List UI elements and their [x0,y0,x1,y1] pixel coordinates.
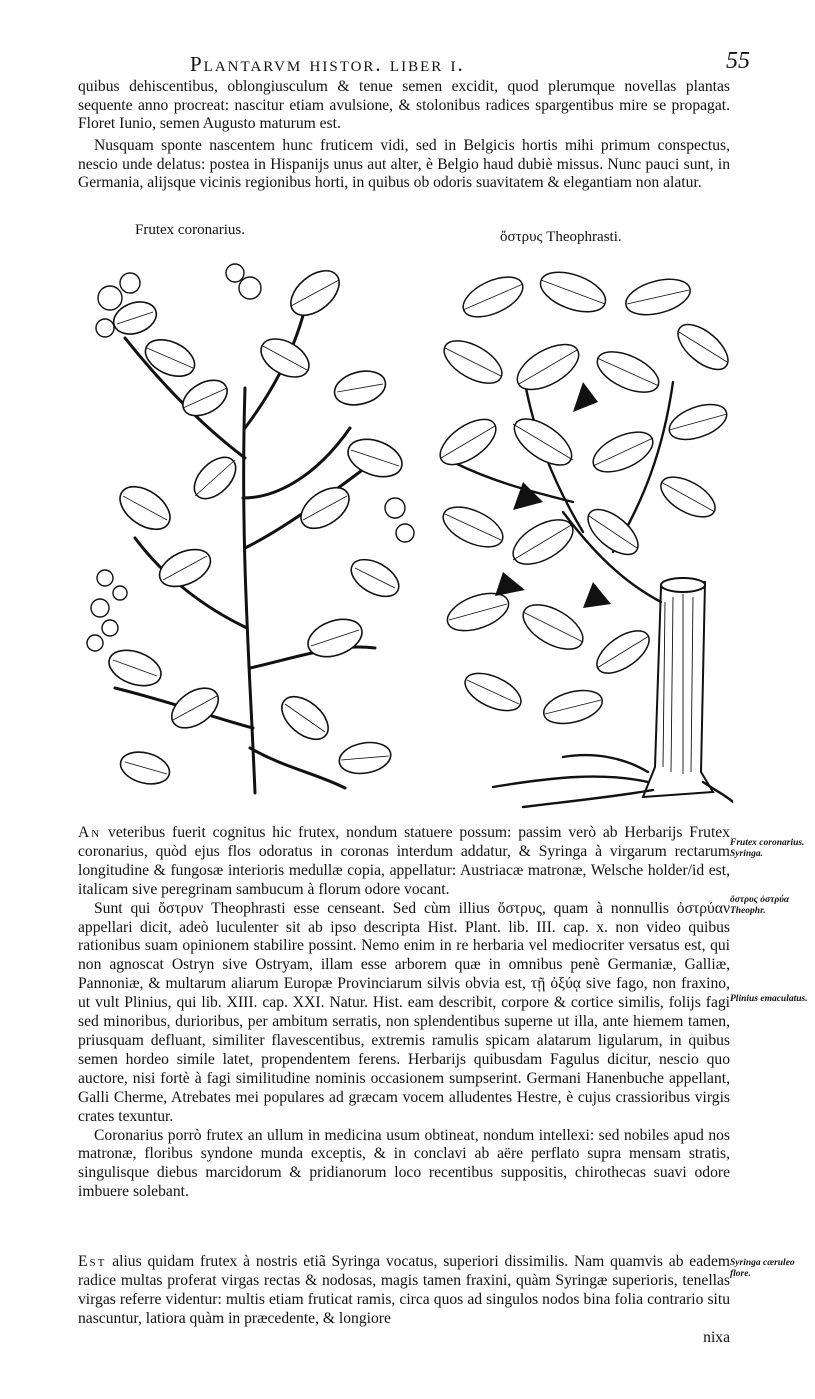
paragraph-an-veteribus [78,824,730,900]
margin-note-frutex: Frutex coronarius. Syringa. [730,838,805,859]
running-title: Plantarvm histor. liber i. [190,52,465,76]
ostrys-woodcut [433,252,733,812]
margin-note-plinius: Plinius emaculatus. [730,994,808,1004]
intro-text-2: Nusquam sponte nascentem hunc fruticem vidi, sed in Belgicis hortis mihi primum conspectus, nescio unde delatus: postea in Hispanijs unus aut alter, è Belgio haud dubiè missus. Nunc pauci sunt, in Germania, alijsque vicinis regionibus horti, in quibus ob odoris suavitatem & elegantiam non alatur. [78,137,730,192]
ostrys-drawing [433,252,733,812]
margin-note-syringa: Syringa cæruleo flore. [730,1258,795,1279]
paragraph-est-alius [78,1253,730,1329]
paragraph-sunt-qui: Sunt qui ὄστρυν Theophrasti esse censeant. Sed cùm illius ὄστρυς, quam à nonnullis ὀστρύαν appellari dicit, adeò luculenter sit ab ipso descripta Hist. Plant. lib. III. cap. x. non video quibus rationibus suam opinionem stabilire possint. Nemo enim in re herbaria vel mediocriter versatus est, qui non agnoscat Ostryn sive Ostryam, illam esse arborem quæ in omnibus penè Germaniæ, Galliæ, Pannoniæ, & multarum aliarum Europæ Provinciarum silvis obvia est, τῇ ὀξύᾳ sive fago, non fraxino, ut vult Plinius, qui lib. XIII. cap. XXI. Natur. Hist. eam describit, corpore & cortice similis, folijs fagi sed minoribus, durioribus, per ambitum serratis, non splendentibus superne ut illa, ante hiemem tamen, priusquam defluant, similiter flavescentibus, extremis ramulis spicam alatarum ligularum, in quibus semen hordeo simile latet, propendentem ferens. Herbarijs quibusdam Fagulus dicitur, nescio quo auctore, nisi fortè à fagi similitudine nominis occasionem sumpserint. Germani Hanenbuche appellant, Galli Cherme, Atrebates mei populares ad græcam vocem alludentes Hestre, è cujus crassioribus virgis crates texuntur. [78,899,730,1125]
frutex-coronarius-drawing [75,248,420,808]
intro-paragraph-2 [78,137,730,193]
initial-word-est: Est [78,1253,107,1270]
page-number: 55 [726,48,750,74]
body-text-block [78,824,730,1202]
intro-text-1: quibus dehiscentibus, oblongiusculum & tenue semen excidit, quod plerumque novellas plantas sequente anno procreat: nascitur etiam avulsione, & stolonibus radices spargentibus mire se propagat. Floret Iunio, semen Augusto maturum est. [78,78,730,133]
initial-word-an: An [78,824,102,841]
frutex-coronarius-woodcut [75,248,420,808]
body-text-block-2 [78,1253,730,1348]
catchword: nixa [703,1328,730,1346]
paragraph-est-alius-text: alius quidam frutex à nostris etiã Syringa vocatus, superiori dissimilis. Nam quamvis ab eadem radice multas proferat virgas rectas & nodosas, magis tamen fraxini, quàm Syringæ superioris, tenellas virgas referre videntur: multis etiam fruticat ramis, circa quos ad singulos nodos bina folia contrario situ nascuntur, latiora quàm in præcedente, & longiore [78,1253,730,1327]
intro-paragraph-1 [78,78,730,134]
right-figure-caption: ὄστρυς Theophrasti. [500,229,622,245]
left-figure-caption: Frutex coronarius. [135,222,245,238]
margin-note-ostrys: ὄστρυς ὀστρύα Theophr. [730,895,790,916]
paragraph-an-veteribus-text: veteribus fuerit cognitus hic frutex, nondum statuere possum: passim verò ab Herbarijs Frutex coronarius, quòd ejus flos odoratus in coronas interdum addatur, & Syringa à virgarum rectarum longitudine & fungosæ interioris medullæ copia, appellatur: Austriacæ matronæ, Welsche holder/id est, italicam sive peregrinam sambucum à florum odore vocant. [78,824,730,898]
paragraph-coronarius: Coronarius porrò frutex an ullum in medicina usum obtineat, nondum intellexi: sed nobiles apud nos matronæ, floribus syndone munda exceptis, & in conclavi ab aëre perflato supra mensam stratis, singulisque diebus marcidorum & pridianorum loco recentibus suppositis, chirothecas suavi odore imbuere solebant. [78,1126,730,1201]
